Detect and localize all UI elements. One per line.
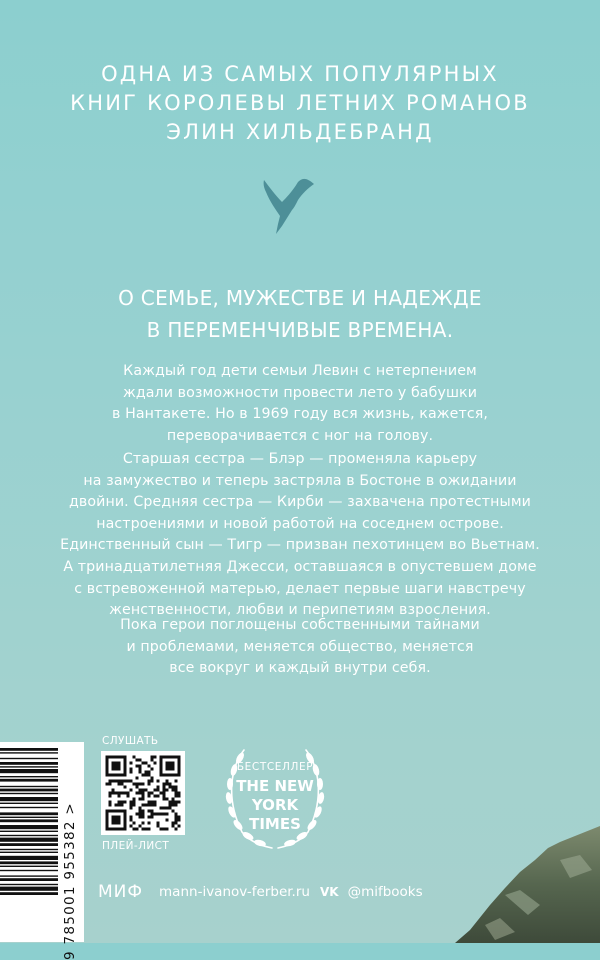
text-line: Старшая сестра — Блэр — променяла карьеру [122,451,478,467]
text-line: ждали возможности провести лето у бабушки [122,384,478,401]
publisher-footer [98,880,423,904]
text-line: с встревоженной матерью, делает первые шаги навстречу [74,580,526,597]
social-handle[interactable]: @mifbooks [347,884,423,900]
text-line: на замужество и теперь застряла в Бостоне в ожидании [83,472,517,489]
description-paragraph-2 [0,449,600,622]
isbn-digits: 9 785001 955382 > [62,802,78,960]
text-line: двойни. Средняя сестра — Кирби — захвачена протестными [69,494,531,511]
tagline-author: ЭЛИН ХИЛЬДЕБРАНД [166,120,434,144]
nyt-title-line: THE NEW [236,777,314,795]
text-line: и проблемами, меняется общество, меняется [126,638,474,655]
text-line: переворачивается с ног на голову. [166,427,434,444]
description-paragraph-1 [0,361,600,447]
text-line: женственности, любви и перипетиям взросления. [109,602,491,619]
text-line: все вокруг и каждый внутри себя. [169,660,431,677]
qr-label-listen: СЛУШАТЬ [102,735,159,747]
text-line: А тринадцатилетняя Джесси, оставшаяся в опустевшем доме [63,558,537,575]
nyt-title-line: TIMES [249,815,301,833]
nyt-title [216,777,334,834]
qr-code-pattern [101,751,185,835]
text-line: в Нантакете. Но в 1969 году вся жизнь, кажется, [112,406,488,423]
publisher-logo: МИФ [98,882,144,902]
text-line: настроениями и новой работой на соседнем острове. [96,515,504,532]
bestseller-label: БЕСТСЕЛЛЕР [236,761,314,773]
description-paragraph-3 [0,615,600,680]
text-line: Каждый год дети семьи Левин с нетерпением [123,363,477,379]
qr-code[interactable] [101,751,185,835]
headline-line: В ПЕРЕМЕНЧИВЫЕ ВРЕМЕНА. [146,318,454,342]
headline [0,282,600,346]
tagline-line: КНИГ КОРОЛЕВЫ ЛЕТНИХ РОМАНОВ [70,91,530,115]
bird-icon [262,178,316,234]
nyt-title-line: YORK [251,796,299,814]
text-line: Пока герои поглощены собственными тайнами [120,617,480,633]
headline-line: О СЕМЬЕ, МУЖЕСТВЕ И НАДЕЖДЕ [118,286,482,310]
bestseller-badge [216,742,334,850]
vk-icon[interactable]: VK [319,885,339,899]
publisher-website-link[interactable]: mann-ivanov-ferber.ru [159,884,310,900]
tagline [0,60,600,147]
tagline-line: ОДНА ИЗ САМЫХ ПОПУЛЯРНЫХ [101,62,499,86]
text-line: Единственный сын — Тигр — призван пехотинцем во Вьетнам. [60,537,540,554]
qr-label-playlist: ПЛЕЙ-ЛИСТ [102,840,170,852]
